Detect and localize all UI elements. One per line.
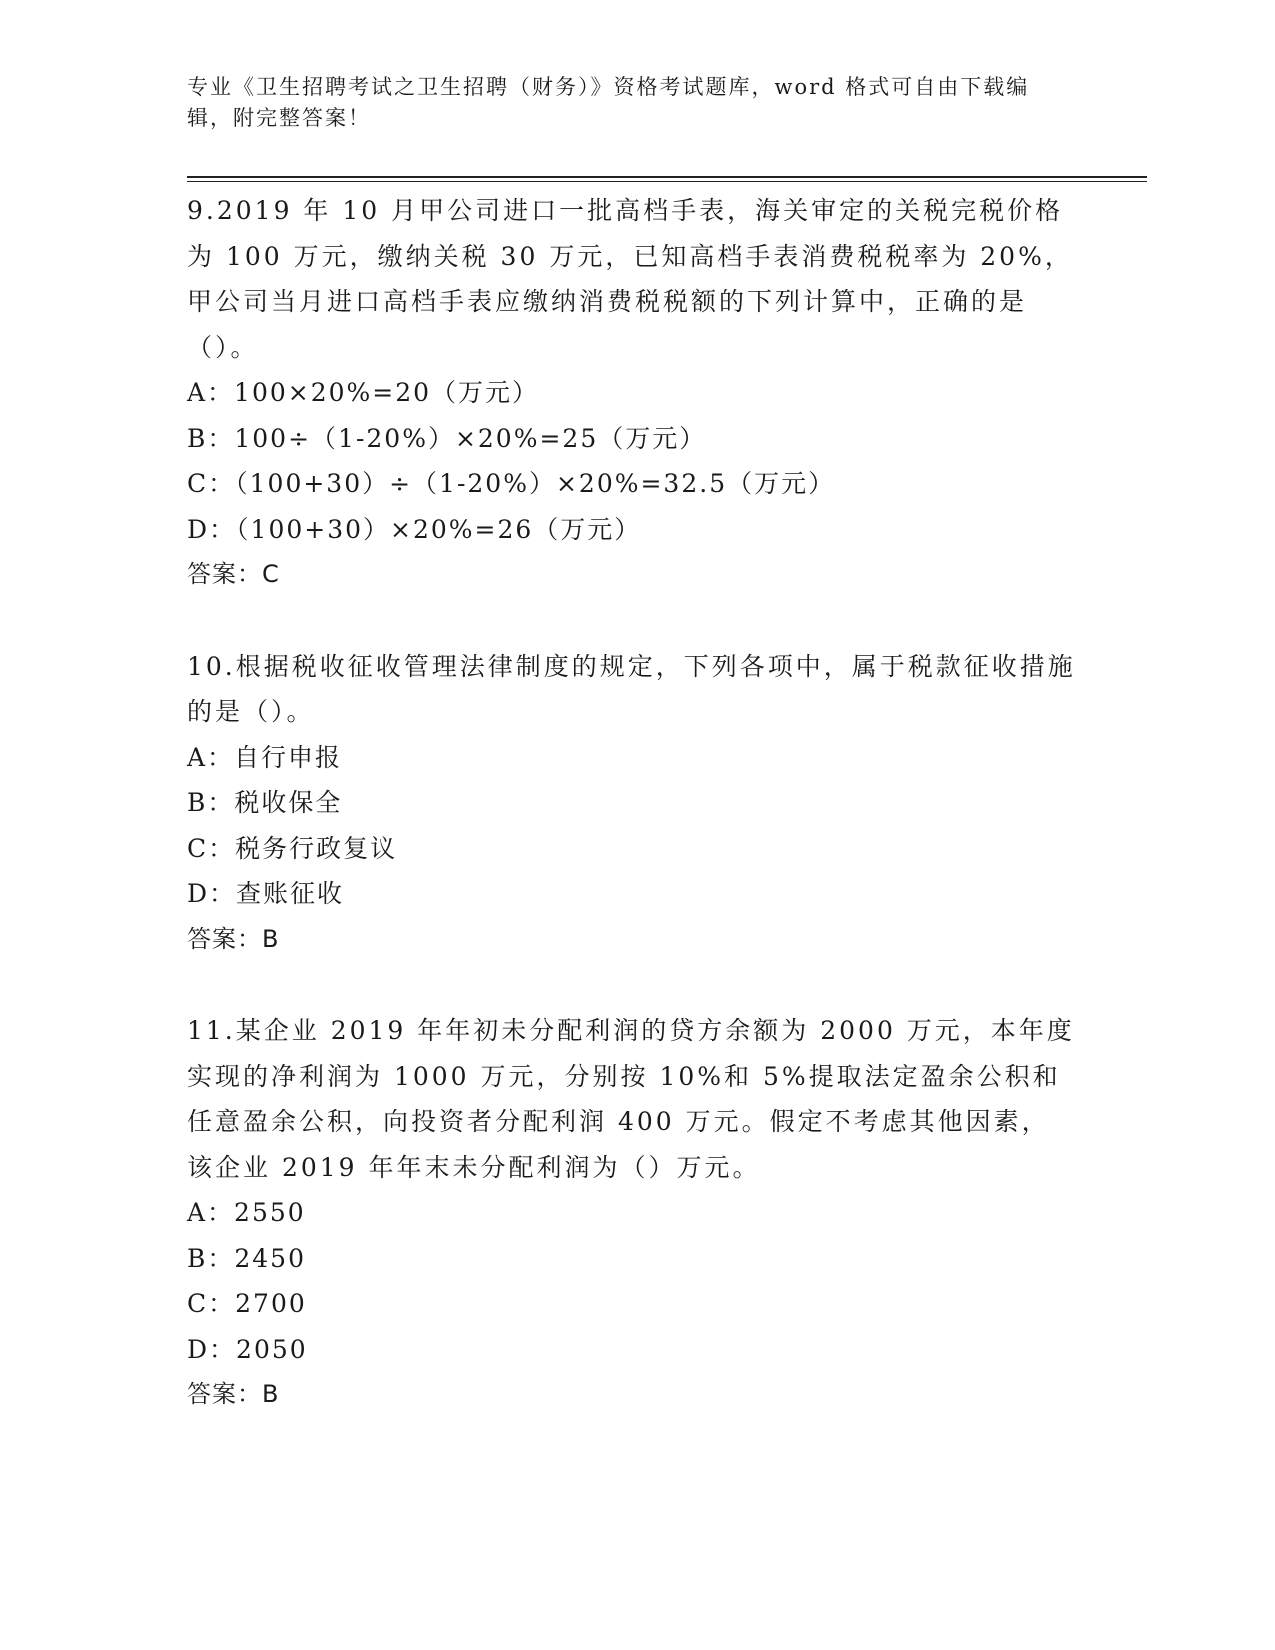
- question-9: [187, 188, 1077, 598]
- option-a: A：100×20%=20（万元）: [187, 378, 540, 407]
- option-d: D：查账征收: [187, 879, 345, 908]
- question-11: [187, 1008, 1077, 1418]
- question-stem: 11.某企业 2019 年年初未分配利润的贷方余额为 2000 万元，本年度实现的净利润为 1000 万元，分别按 10%和 5%提取法定盈余公积和任意盈余公积，向投资者分配利润 400 万元。假定不考虑其他因素，该企业 2019 年年末未分配利润为（）万元。: [187, 1016, 1075, 1182]
- answer-line: 答案：B: [187, 1380, 280, 1408]
- option-b: B：税收保全: [187, 788, 343, 817]
- answer-line: 答案：B: [187, 924, 280, 953]
- option-d: D：（100+30）×20%=26（万元）: [187, 514, 642, 544]
- document-header: 专业《卫生招聘考试之卫生招聘（财务）》资格考试题库，word 格式可自由下载编辑，附完整答案！: [187, 75, 1030, 130]
- question-stem: 9.2019 年 10 月甲公司进口一批高档手表，海关审定的关税完税价格为 100 万元，缴纳关税 30 万元，已知高档手表消费税税率为 20%，甲公司当月进口高档手表应缴纳消费税税额的下列计算中，正确的是（）。: [187, 196, 1073, 362]
- option-c: C：（100+30）÷（1-20%）×20%=32.5（万元）: [187, 469, 836, 498]
- question-stem: 10.根据税收征收管理法律制度的规定，下列各项中，属于税款征收措施的是（）。: [187, 651, 1076, 726]
- option-c: C：2700: [187, 1289, 307, 1318]
- question-10: [187, 644, 1077, 963]
- option-b: B：100÷（1-20%）×20%=25（万元）: [187, 423, 707, 453]
- option-a: A：2550: [187, 1198, 306, 1227]
- question-list: [187, 188, 1077, 1464]
- option-a: A：自行申报: [187, 742, 343, 772]
- answer-line: 答案：C: [187, 560, 280, 588]
- header-divider-thick: [187, 176, 1147, 178]
- option-c: C：税务行政复议: [187, 833, 398, 863]
- option-b: B：2450: [187, 1243, 306, 1273]
- header-divider-thin: [187, 181, 1147, 182]
- option-d: D：2050: [187, 1334, 308, 1364]
